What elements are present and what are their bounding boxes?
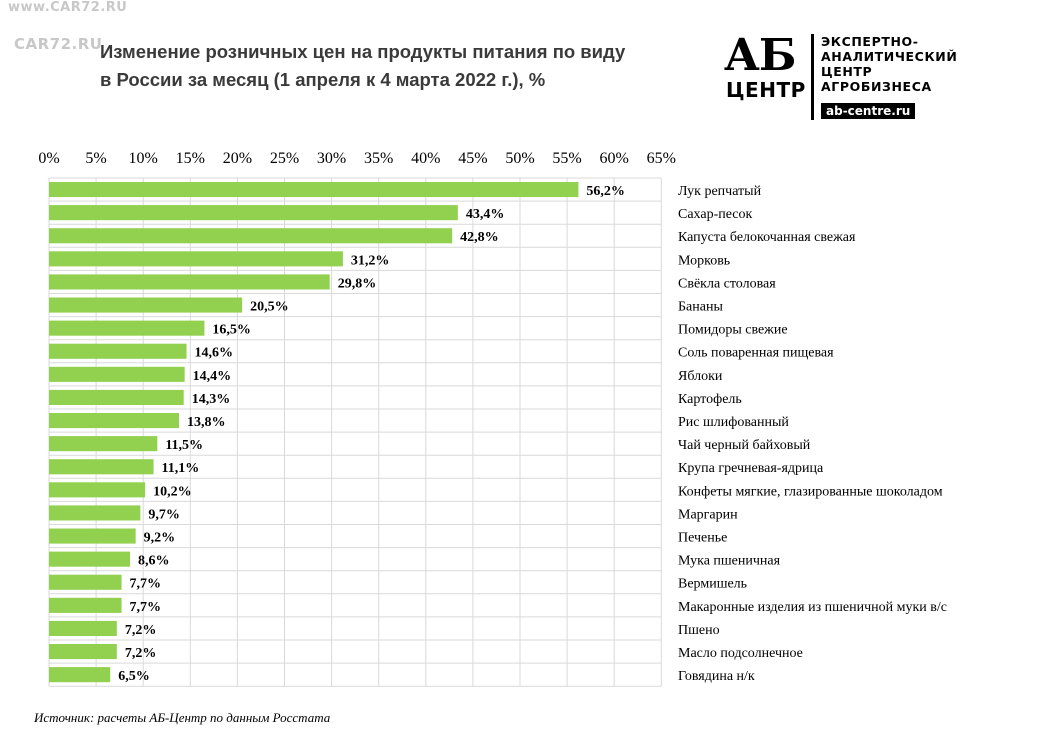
bar-value-label: 6,5%: [118, 669, 150, 685]
category-label: Чай черный байховый: [678, 438, 811, 454]
category-label: Конфеты мягкие, глазированные шоколадом: [678, 484, 943, 500]
logo-mark: АБ: [724, 30, 796, 81]
category-label: Яблоки: [678, 368, 723, 384]
bar: [49, 182, 578, 197]
x-tick-label: 55%: [552, 150, 582, 167]
bar-value-label: 7,2%: [124, 622, 157, 638]
bar: [49, 413, 179, 428]
bar: [49, 505, 140, 520]
bar: [49, 251, 343, 266]
x-tick-label: 60%: [599, 150, 629, 167]
category-label: Маргарин: [678, 507, 738, 523]
category-label: Помидоры свежие: [678, 322, 788, 338]
chart-title-line-1: Изменение розничных цен на продукты питания по виду: [100, 41, 626, 62]
x-tick-label: 5%: [85, 150, 107, 167]
logo-caption-line: АГРОБИЗНЕСА: [821, 79, 932, 94]
category-label: Макаронные изделия из пшеничной муки в/с: [678, 599, 947, 615]
x-tick-label: 35%: [364, 150, 394, 167]
logo-mark-sub: ЦЕНТР: [726, 78, 806, 102]
bar: [49, 667, 110, 682]
bar-value-label: 10,2%: [153, 484, 192, 500]
bar-value-label: 7,2%: [124, 646, 157, 661]
logo-caption-line: ЦЕНТР: [821, 64, 873, 79]
category-label: Картофель: [678, 391, 742, 407]
bar-value-label: 11,1%: [161, 461, 200, 477]
category-label: Мука пшеничная: [678, 553, 781, 569]
bar: [49, 436, 157, 451]
source-text: расчеты АБ-Центр по данным Росстата: [97, 710, 331, 725]
category-label: Бананы: [678, 299, 723, 315]
bar: [49, 482, 145, 497]
logo-url: ab-centre.ru: [821, 103, 915, 119]
bar-value-label: 7,7%: [129, 576, 162, 592]
chart-title-line-2: в России за месяц (1 апреля к 4 марта 2022 г.), %: [100, 69, 546, 90]
bar: [49, 274, 330, 289]
category-label: Крупа гречневая-ядрица: [678, 461, 824, 477]
x-tick-label: 10%: [128, 150, 158, 167]
x-tick-label: 30%: [316, 150, 347, 167]
x-tick-label: 40%: [411, 150, 441, 167]
x-tick-label: 45%: [458, 150, 488, 167]
bar-value-label: 9,2%: [143, 530, 176, 546]
category-label: Соль поваренная пищевая: [678, 345, 834, 361]
watermark-left: CAR72.RU: [14, 35, 103, 53]
category-label: Вермишель: [678, 576, 748, 592]
bar-value-label: 56,2%: [586, 184, 625, 199]
logo-caption-line: АНАЛИТИЧЕСКИЙ: [821, 49, 958, 64]
bar: [49, 228, 452, 243]
x-tick-label: 50%: [505, 150, 535, 167]
bar-value-label: 42,8%: [460, 230, 499, 246]
bar-value-label: 13,8%: [186, 415, 226, 430]
category-label: Сахар-песок: [678, 207, 753, 223]
bar: [49, 598, 122, 613]
category-label: Масло подсолнечное: [678, 646, 803, 661]
bar-value-label: 16,5%: [212, 322, 251, 338]
source-note: [34, 710, 330, 726]
category-label: Свёкла столовая: [678, 276, 776, 292]
bar-value-label: 9,7%: [148, 507, 180, 523]
bar-value-label: 20,5%: [250, 299, 289, 315]
bar: [49, 575, 122, 590]
bar: [49, 644, 117, 659]
x-tick-label: 0%: [38, 150, 60, 167]
bar: [49, 344, 187, 359]
source-label: Источник:: [34, 710, 95, 725]
bar-value-label: 14,6%: [194, 345, 234, 361]
x-tick-label: 25%: [269, 150, 300, 167]
bar: [49, 552, 130, 567]
x-tick-label: 20%: [222, 150, 253, 167]
bar: [49, 321, 204, 336]
bar-value-label: 8,6%: [138, 553, 170, 569]
category-label: Лук репчатый: [678, 184, 762, 199]
x-tick-label: 15%: [175, 150, 205, 167]
x-tick-label: 65%: [646, 150, 676, 167]
category-label: Рис шлифованный: [678, 415, 789, 430]
bar: [49, 459, 154, 474]
bar: [49, 367, 185, 382]
bar-value-label: 11,5%: [165, 438, 204, 454]
category-label: Морковь: [678, 253, 731, 269]
category-label: Говядина н/к: [678, 669, 755, 685]
bar-value-label: 43,4%: [465, 207, 505, 223]
bar-value-label: 14,3%: [191, 391, 231, 407]
bar: [49, 621, 117, 636]
watermark-top: www.CAR72.RU: [8, 0, 128, 15]
category-label: Пшено: [678, 622, 720, 638]
bar-value-label: 31,2%: [350, 253, 390, 269]
bar-value-label: 14,4%: [192, 368, 232, 384]
category-label: Печенье: [678, 530, 728, 546]
bar-value-label: 7,7%: [129, 599, 162, 615]
bar: [49, 390, 184, 405]
logo-caption-line: ЭКСПЕРТНО-: [821, 34, 919, 49]
bar: [49, 529, 136, 544]
bar: [49, 298, 242, 313]
bar: [49, 205, 458, 220]
category-label: Капуста белокочанная свежая: [678, 230, 856, 246]
bar-value-label: 29,8%: [337, 276, 377, 292]
